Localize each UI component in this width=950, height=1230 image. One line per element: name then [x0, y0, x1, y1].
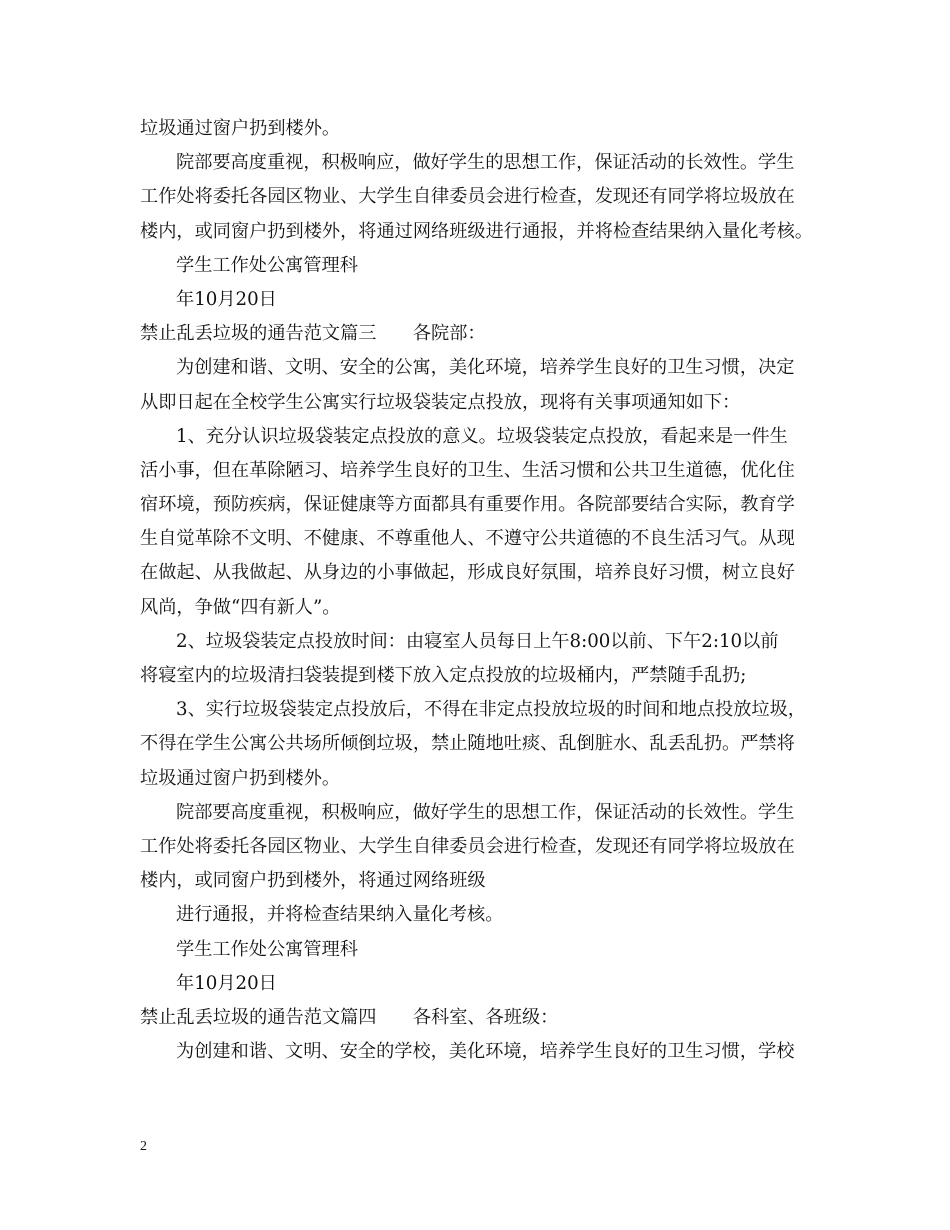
text-line: 生自觉革除不文明、不健康、不尊重他人、不遵守公共道德的不良生活习气。从现	[140, 528, 795, 550]
text-line: 院部要高度重视，积极响应，做好学生的思想工作，保证活动的长效性。学生	[176, 801, 795, 823]
text-line: 为创建和谐、文明、安全的学校，美化环境，培养学生良好的卫生习惯，学校	[176, 1041, 795, 1063]
signature-line: 学生工作处公寓管理科	[176, 938, 358, 960]
section-heading: 禁止乱丢垃圾的通告范文篇四 各科室、各班级：	[140, 1006, 559, 1028]
text-line: 在做起、从我做起、从身边的小事做起，形成良好氛围，培养良好习惯，树立良好	[140, 562, 795, 584]
text-line: 从即日起在全校学生公寓实行垃圾袋装定点投放，现将有关事项通知如下：	[140, 391, 741, 413]
text-line: 工作处将委托各园区物业、大学生自律委员会进行检查，发现还有同学将垃圾放在	[140, 835, 795, 857]
text-line: 宿环境，预防疾病，保证健康等方面都具有重要作用。各院部要结合实际，教育学	[140, 494, 795, 516]
text-line: 将寝室内的垃圾清扫袋装提到楼下放入定点投放的垃圾桶内，严禁随手乱扔;	[140, 665, 747, 686]
text-line: 3、实行垃圾袋装定点投放后，不得在非定点投放垃圾的时间和地点投放垃圾，	[176, 699, 806, 721]
text-line: 2、垃圾袋装定点投放时间：由寝室人员每日上午8:00以前、下午2:10以前	[176, 630, 779, 652]
document-body	[140, 112, 820, 1069]
date-line: 年10月20日	[176, 288, 277, 310]
date-line: 年10月20日	[176, 972, 277, 994]
text-line: 楼内，或同窗户扔到楼外，将通过网络班级进行通报，并将检查结果纳入量化考核。	[140, 220, 813, 242]
text-line: 风尚，争做“四有新人”。	[140, 596, 341, 618]
section-heading: 禁止乱丢垃圾的通告范文篇三 各院部：	[140, 323, 486, 345]
text-line: 工作处将委托各园区物业、大学生自律委员会进行检查，发现还有同学将垃圾放在	[140, 186, 795, 208]
text-line: 不得在学生公寓公共场所倾倒垃圾，禁止随地吐痰、乱倒脏水、乱丢乱扔。严禁将	[140, 733, 795, 755]
text-line: 垃圾通过窗户扔到楼外。	[140, 767, 341, 789]
text-line: 院部要高度重视，积极响应，做好学生的思想工作，保证活动的长效性。学生	[176, 152, 795, 174]
text-line: 为创建和谐、文明、安全的公寓，美化环境，培养学生良好的卫生习惯，决定	[176, 357, 795, 379]
text-line: 1、充分认识垃圾袋装定点投放的意义。垃圾袋装定点投放，看起来是一件生	[176, 425, 788, 447]
text-line: 垃圾通过窗户扔到楼外。	[140, 118, 341, 139]
text-line: 活小事，但在革除陋习、培养学生良好的卫生、生活习惯和公共卫生道德，优化住	[140, 459, 795, 481]
page-number: 2	[140, 1139, 147, 1154]
text-line: 楼内，或同窗户扔到楼外，将通过网络班级	[140, 870, 486, 892]
signature-line: 学生工作处公寓管理科	[176, 254, 358, 276]
text-line: 进行通报，并将检查结果纳入量化考核。	[176, 904, 504, 926]
